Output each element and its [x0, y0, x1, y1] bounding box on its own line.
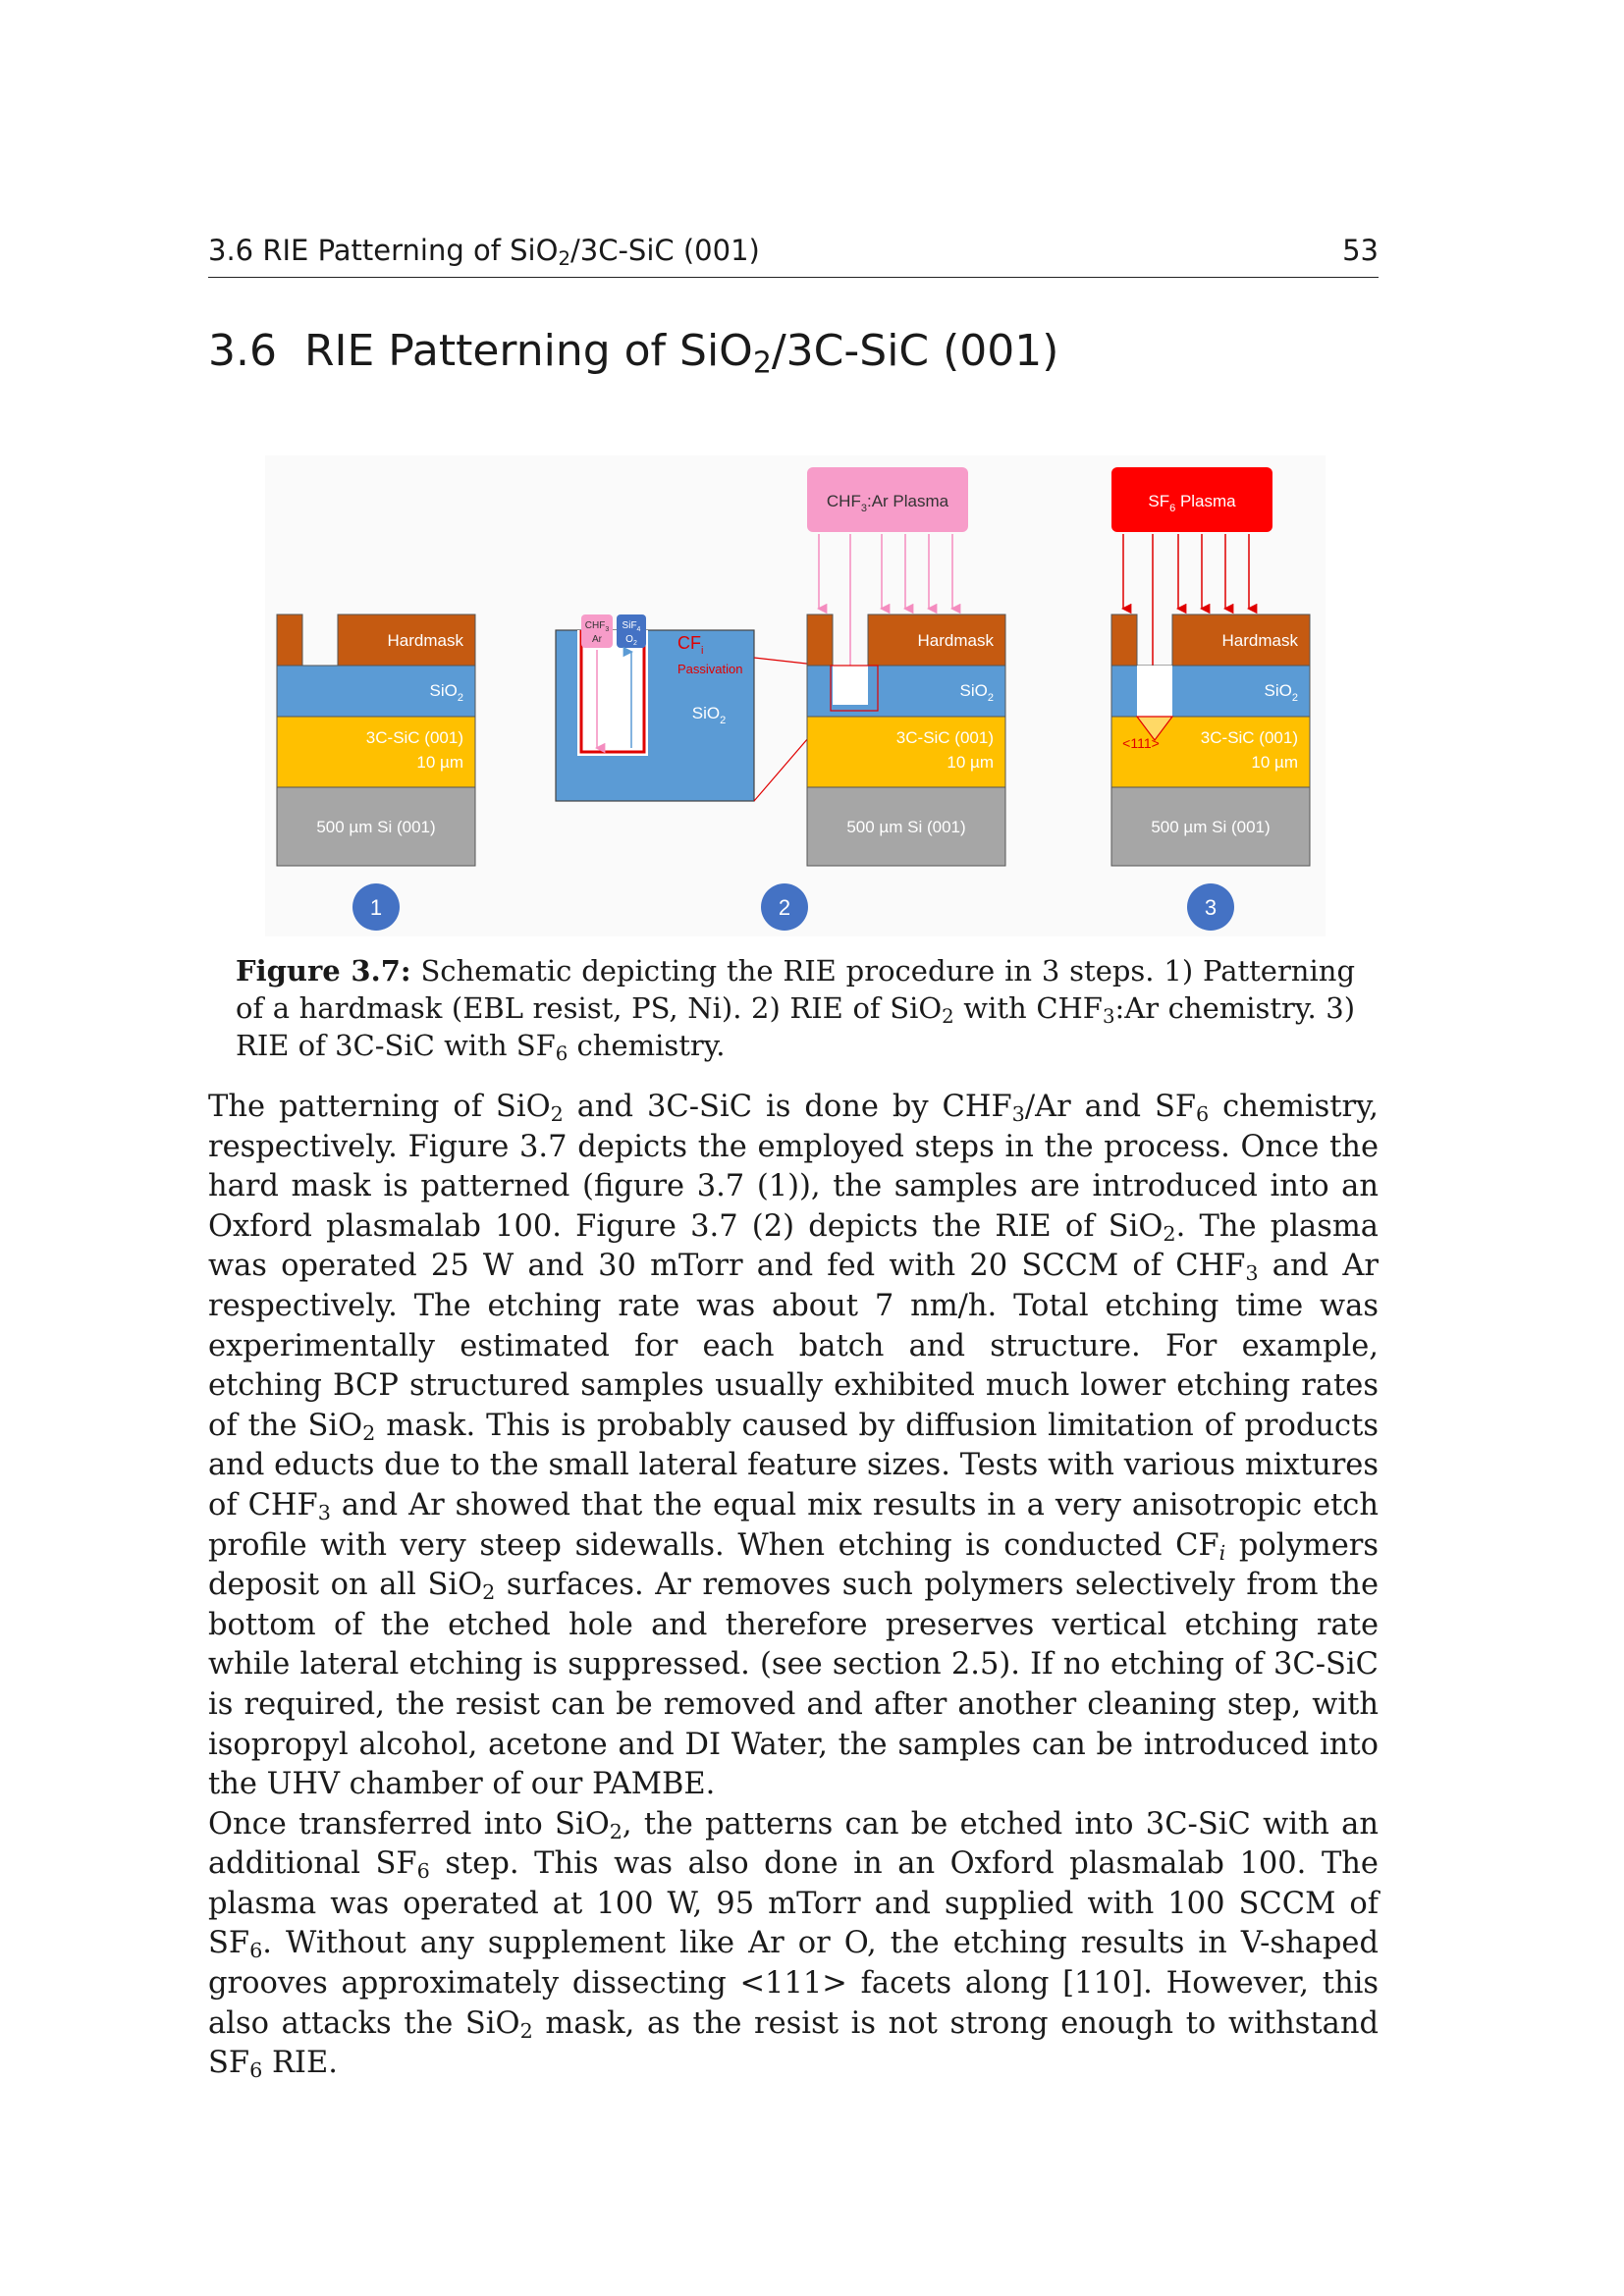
- sic-label-line1: 3C-SiC (001): [895, 728, 994, 747]
- sic-label-line1: 3C-SiC (001): [1200, 728, 1298, 747]
- sic-layer: [277, 717, 475, 787]
- inset-sio2-label: SiO$_2$: [691, 704, 727, 726]
- hardmask-label: Hardmask: [387, 631, 463, 650]
- inset-o2-label: $O_2$: [625, 634, 637, 647]
- sic-layer: [1111, 717, 1310, 787]
- cfi-label: $CF_i$: [677, 633, 704, 657]
- caption-label: Figure 3.7:: [236, 954, 411, 988]
- facet-111-label: <111>: [1122, 735, 1160, 751]
- inset-sif4-label: SiF$_4$: [622, 620, 641, 633]
- sio2-label: SiO$_2$: [429, 681, 463, 704]
- body-text: [208, 1088, 1379, 2084]
- step-number: 1: [369, 895, 383, 920]
- sf6-plasma-label: $SF_6$ Plasma: [1148, 492, 1236, 514]
- passivation-label: Passivation: [677, 662, 743, 676]
- sic-layer: [807, 717, 1005, 787]
- hardmask-layer: [1111, 614, 1137, 666]
- body-paragraph: The patterning of SiO$_2$ and 3C-SiC is done by $CHF_3/Ar$ and $SF_6$ chemistry, respectively. Figure 3.7 depicts the employed steps in the process. Once the hard mask is patterned (figure 3.7 (1)), the samples are introduced into an Oxford plasmalab 100. Figure 3.7 (2) depicts the RIE of SiO$_2$. The plasma was operated 25 W and 30 mTorr and fed with 20 SCCM of $CHF_3$ and Ar respectively. The etching rate was about 7 nm/h. Total etching time was experimentally estimated for each batch and structure. For example, etching BCP structured samples usually exhibited much lower etching rates of the SiO$_2$ mask. This is probably caused by diffusion limitation of products and educts due to the small lateral feature sizes. Tests with various mixtures of $CHF_3$ and Ar showed that the equal mix results in a very anisotropic etch profile with very steep sidewalls. When etching is conducted $CF_i$ polymers deposit on all SiO$_2$ surfaces. Ar removes such polymers selectively from the bottom of the etched hole and therefore preserves vertical etching rate while lateral etching is suppressed. (see section 2.5). If no etching of 3C-SiC is required, the resist can be removed and after another cleaning step, with isopropyl alcohol, acetone and DI Water, the samples can be introduced into the UHV chamber of our PAMBE.: [208, 1090, 1379, 1802]
- section-heading: 3.6 RIE Patterning of SiO$_2$/3C-SiC (001): [208, 326, 1059, 381]
- running-header-title: 3.6 RIE Patterning of SiO$_2$/3C-SiC (001): [208, 234, 760, 270]
- si-substrate-label: 500 µm Si (001): [846, 818, 966, 836]
- sio2-label: SiO$_2$: [1264, 681, 1298, 704]
- page-number: 53: [1342, 234, 1379, 267]
- sic-label-line2: 10 µm: [416, 753, 463, 772]
- chf3-ar-plasma-label: $CHF_3:Ar$ Plasma: [826, 492, 949, 514]
- sic-label-line2: 10 µm: [947, 753, 994, 772]
- sic-label-line1: 3C-SiC (001): [365, 728, 463, 747]
- hardmask-layer: [807, 614, 833, 666]
- sio2-label: SiO$_2$: [959, 681, 994, 704]
- inset-chf3-label: $CHF_3$: [584, 620, 610, 633]
- running-header: [208, 234, 1379, 278]
- hardmask-layer: [277, 614, 302, 666]
- step-number: 2: [778, 895, 791, 920]
- body-paragraph: Once transferred into SiO$_2$, the patterns can be etched into 3C-SiC with an additional $SF_6$ step. This was also done in an Oxford plasmalab 100. The plasma was operated at 100 W, 95 mTorr and supplied with 100 SCCM of $SF_6$. Without any supplement like Ar or O, the etching results in V-shaped grooves approximately dissecting <111> facets along [110]. However, this also attacks the SiO$_2$ mask, as the resist is not strong enough to withstand $SF_6$ RIE.: [208, 1806, 1379, 2083]
- figure-caption: Figure 3.7: Schematic depicting the RIE procedure in 3 steps. 1) Patterning of a hardmask (EBL resist, PS, Ni). 2) RIE of SiO$_2$ with $CHF_3:Ar$ chemistry. 3) RIE of 3C-SiC with $SF_6$ chemistry.: [236, 954, 1356, 1065]
- etched-hole: [1137, 666, 1172, 717]
- inset-ar-label: Ar: [592, 634, 602, 645]
- hardmask-label: Hardmask: [1221, 631, 1298, 650]
- si-substrate-label: 500 µm Si (001): [316, 818, 436, 836]
- etched-hole: [833, 666, 868, 705]
- hardmask-label: Hardmask: [917, 631, 994, 650]
- si-substrate-label: 500 µm Si (001): [1151, 818, 1271, 836]
- inset-etched-hole: [577, 630, 648, 756]
- sic-label-line2: 10 µm: [1251, 753, 1298, 772]
- rie-schematic-figure: [265, 455, 1326, 936]
- step-number: 3: [1204, 895, 1218, 920]
